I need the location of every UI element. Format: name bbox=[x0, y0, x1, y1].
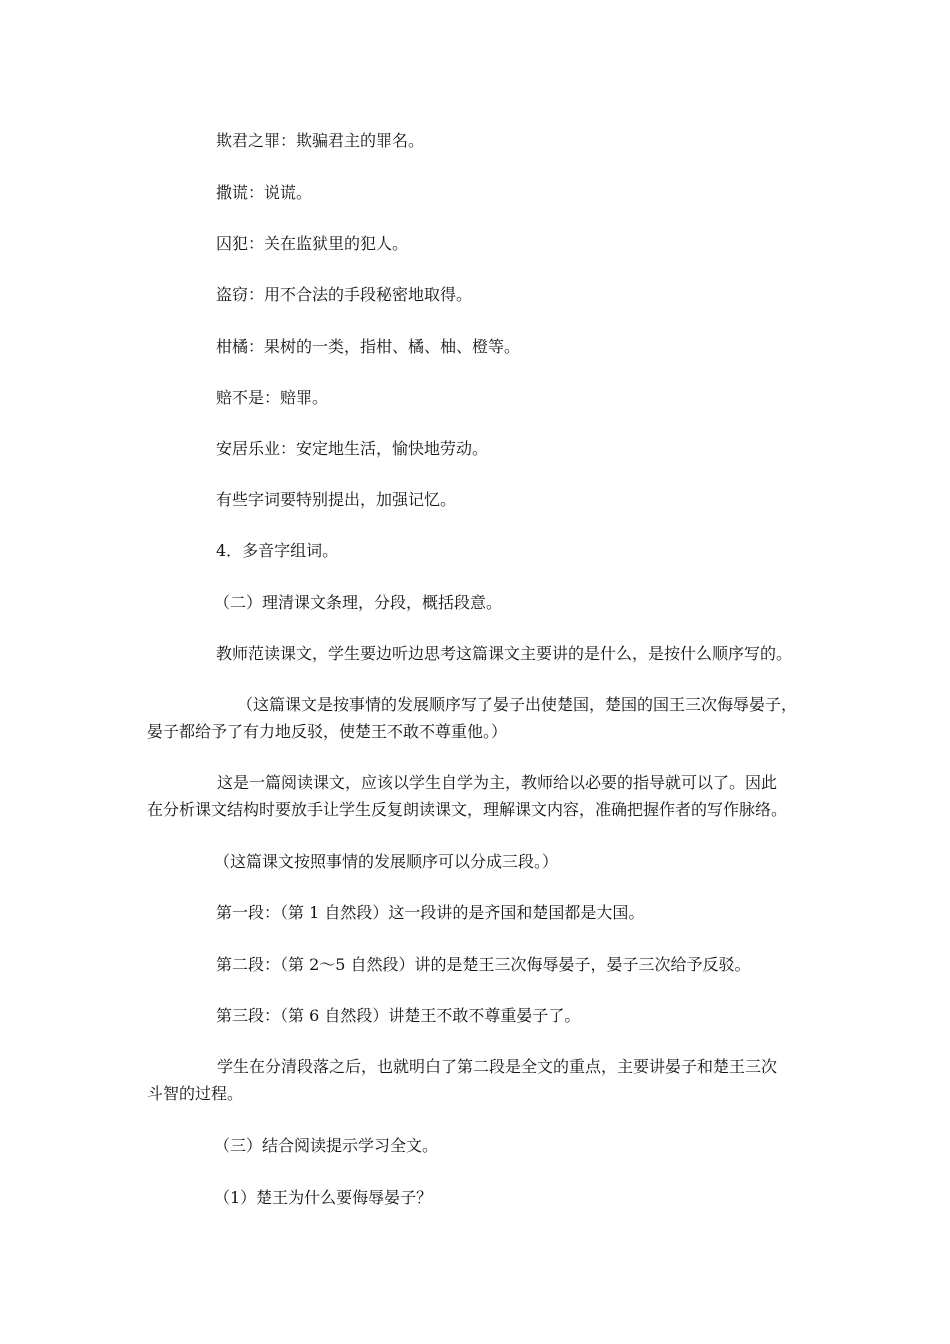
definition-line: 赔不是：赔罪。 bbox=[216, 388, 329, 407]
paragraph-line: 斗智的过程。 bbox=[147, 1084, 244, 1103]
paragraph-line: 4．多音字组词。 bbox=[216, 541, 339, 560]
definition-line: 盗窃：用不合法的手段秘密地取得。 bbox=[216, 285, 473, 304]
definition-line: 安居乐业：安定地生活，愉快地劳动。 bbox=[216, 439, 489, 458]
section-heading: （三）结合阅读提示学习全文。 bbox=[214, 1136, 439, 1155]
paragraph-line: 第三段：（第 6 自然段）讲楚王不敢不尊重晏子了。 bbox=[216, 1006, 581, 1025]
paragraph-line: 晏子都给予了有力地反驳，使楚王不敢不尊重他。） bbox=[147, 722, 508, 741]
question-line: （1）楚王为什么要侮辱晏子？ bbox=[214, 1188, 433, 1207]
definition-line: 柑橘：果树的一类，指柑、橘、柚、橙等。 bbox=[216, 337, 521, 356]
paragraph-line: 在分析课文结构时要放手让学生反复朗读课文，理解课文内容，准确把握作者的写作脉络。 bbox=[147, 800, 788, 819]
definition-line: 囚犯：关在监狱里的犯人。 bbox=[216, 234, 409, 253]
definition-line: 欺君之罪：欺骗君主的罪名。 bbox=[216, 131, 425, 150]
paragraph-line: （这篇课文是按事情的发展顺序写了晏子出使楚国，楚国的国王三次侮辱晏子， bbox=[237, 695, 798, 714]
paragraph-line: 第一段：（第 1 自然段）这一段讲的是齐国和楚国都是大国。 bbox=[216, 903, 645, 922]
paragraph-line: 学生在分清段落之后，也就明白了第二段是全文的重点，主要讲晏子和楚王三次 bbox=[217, 1057, 778, 1076]
paragraph-line: 第二段：（第 2～5 自然段）讲的是楚王三次侮辱晏子，晏子三次给予反驳。 bbox=[216, 955, 751, 974]
paragraph-line: 有些字词要特别提出，加强记忆。 bbox=[216, 490, 457, 509]
section-heading: （二）理清课文条理，分段，概括段意。 bbox=[214, 593, 503, 612]
paragraph-line: （这篇课文按照事情的发展顺序可以分成三段。） bbox=[214, 852, 559, 871]
paragraph-line: 这是一篇阅读课文，应该以学生自学为主，教师给以必要的指导就可以了。因此 bbox=[217, 773, 778, 792]
paragraph-line: 教师范读课文，学生要边听边思考这篇课文主要讲的是什么，是按什么顺序写的。 bbox=[216, 644, 793, 663]
definition-line: 撒谎：说谎。 bbox=[216, 183, 313, 202]
